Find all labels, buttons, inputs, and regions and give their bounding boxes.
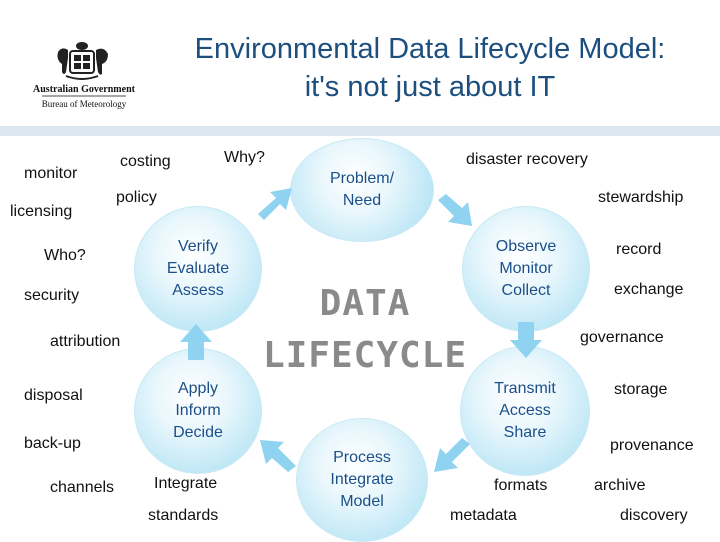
arrow-transmit-to-process-icon (430, 438, 474, 476)
lifecycle-line-1: DATA (319, 283, 411, 324)
term-discovery: discovery (620, 507, 688, 524)
term-costing: costing (120, 153, 171, 170)
arrow-verify-to-problem-icon (256, 186, 296, 216)
arrow-process-to-apply-icon (254, 436, 298, 472)
term-disaster-recovery: disaster recovery (466, 151, 588, 168)
term-disposal: disposal (24, 387, 83, 404)
title-line-1: Environmental Data Lifecycle Model: (194, 33, 666, 65)
data-lifecycle-label (260, 278, 470, 382)
term-backup: back-up (24, 435, 81, 452)
stage-verify-label: Verify Evaluate Assess (166, 238, 230, 299)
term-channels: channels (50, 479, 115, 496)
term-record: record (616, 241, 662, 258)
term-formats: formats (494, 477, 548, 494)
svg-text:Australian Government: Australian Government (33, 84, 135, 95)
stage-process (296, 418, 428, 542)
stage-problem-label: Problem/ Need (329, 170, 395, 209)
arrow-apply-to-verify-icon (178, 322, 214, 360)
stage-apply-label: Apply Inform Decide (173, 380, 223, 441)
term-governance: governance (580, 329, 664, 346)
term-security: security (24, 287, 80, 304)
term-who: Who? (44, 247, 86, 264)
svg-text:Bureau of Meteorology: Bureau of Meteorology (41, 99, 127, 109)
header-divider (0, 126, 720, 136)
stage-verify (134, 206, 262, 332)
term-exchange: exchange (614, 281, 684, 298)
term-provenance: provenance (610, 437, 694, 454)
stage-transmit-label: Transmit Access Share (494, 380, 556, 441)
page-title (150, 30, 710, 106)
term-stewardship: stewardship (598, 189, 684, 206)
term-archive: archive (594, 477, 646, 494)
term-policy: policy (116, 189, 157, 206)
lifecycle-line-2: LIFECYCLE (262, 335, 468, 376)
title-line-2: it's not just about IT (304, 71, 556, 103)
stage-observe (462, 206, 590, 332)
coat-of-arms-icon (28, 36, 140, 112)
australian-government-logo (28, 36, 140, 112)
stage-process-label: Process Integrate Model (330, 449, 394, 510)
arrow-observe-to-transmit-icon (508, 322, 544, 360)
stage-observe-label: Observe Monitor Collect (495, 238, 557, 299)
term-why: Why? (224, 149, 265, 166)
term-metadata: metadata (450, 507, 517, 524)
stage-apply (134, 348, 262, 474)
stage-transmit (460, 346, 590, 476)
term-licensing: licensing (10, 203, 73, 220)
arrow-problem-to-observe-icon (436, 194, 476, 230)
term-storage: storage (614, 381, 668, 398)
stage-problem-need (290, 138, 434, 242)
term-integrate: Integrate (154, 475, 218, 492)
term-monitor: monitor (24, 165, 78, 182)
term-attribution: attribution (50, 333, 121, 350)
term-standards: standards (148, 507, 219, 524)
